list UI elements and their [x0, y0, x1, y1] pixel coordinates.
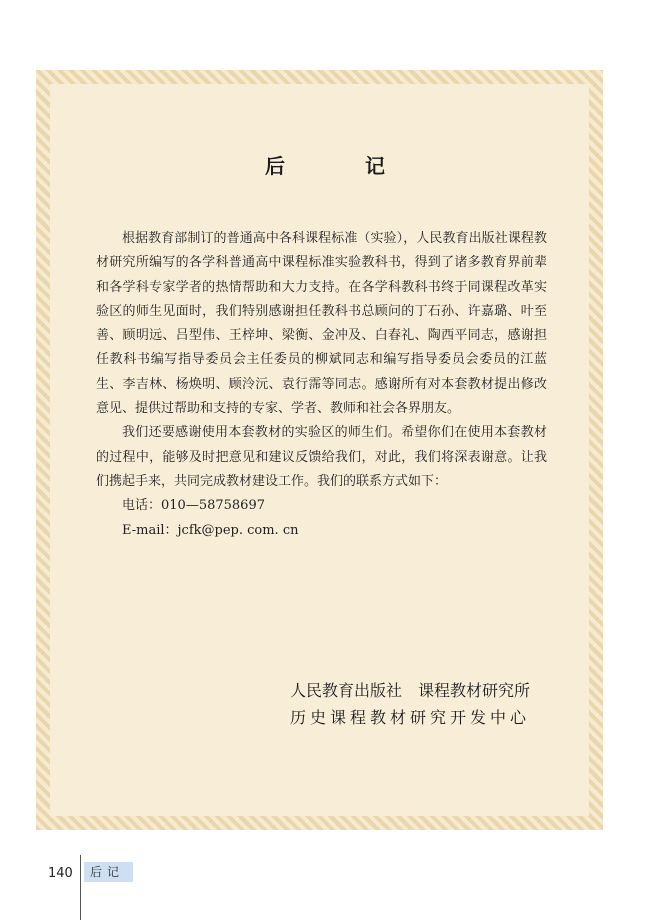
- page-number: 140: [48, 866, 73, 881]
- signature-block: [290, 677, 530, 731]
- paragraph-acknowledgements: 根据教育部制订的普通高中各科课程标准（实验），人民教育出版社课程教材研究所编写的各学科普通高中课程标准实验教科书，得到了诸多教育界前辈和各学科专家学者的热情帮助和大力支持。在各学科教科书终于同课程改革实验区的师生见面时，我们特别感谢担任教科书总顾问的丁石孙、许嘉璐、叶至善、顾明远、吕型伟、王梓坤、梁衡、金冲及、白春礼、陶西平同志，感谢担任教科书编写指导委员会主任委员的柳斌同志和编写指导委员会委员的江蓝生、李吉林、杨焕明、顾泠沅、袁行霈等同志。感谢所有对本套教材提出修改意见、提供过帮助和支持的专家、学者、教师和社会各界朋友。: [96, 231, 547, 417]
- footer-divider: [80, 855, 81, 920]
- afterword-body: [96, 227, 547, 543]
- contact-email: E-mail：jcfk@pep. com. cn: [122, 522, 299, 538]
- footer-section-label: 后记: [84, 862, 133, 882]
- signature-center: 历史课程教材研究开发中心: [290, 708, 531, 727]
- signature-publisher: 人民教育出版社 课程教材研究所: [290, 681, 531, 700]
- page-title: 后 记: [265, 154, 415, 178]
- contact-phone: 电话：010—58758697: [122, 498, 265, 514]
- paragraph-feedback: 我们还要感谢使用本套教材的实验区的师生们。希望你们在使用本套教材的过程中，能够及时把意见和建议反馈给我们，对此，我们将深表谢意。让我们携起手来，共同完成教材建设工作。我们的联系方式如下：: [96, 425, 547, 489]
